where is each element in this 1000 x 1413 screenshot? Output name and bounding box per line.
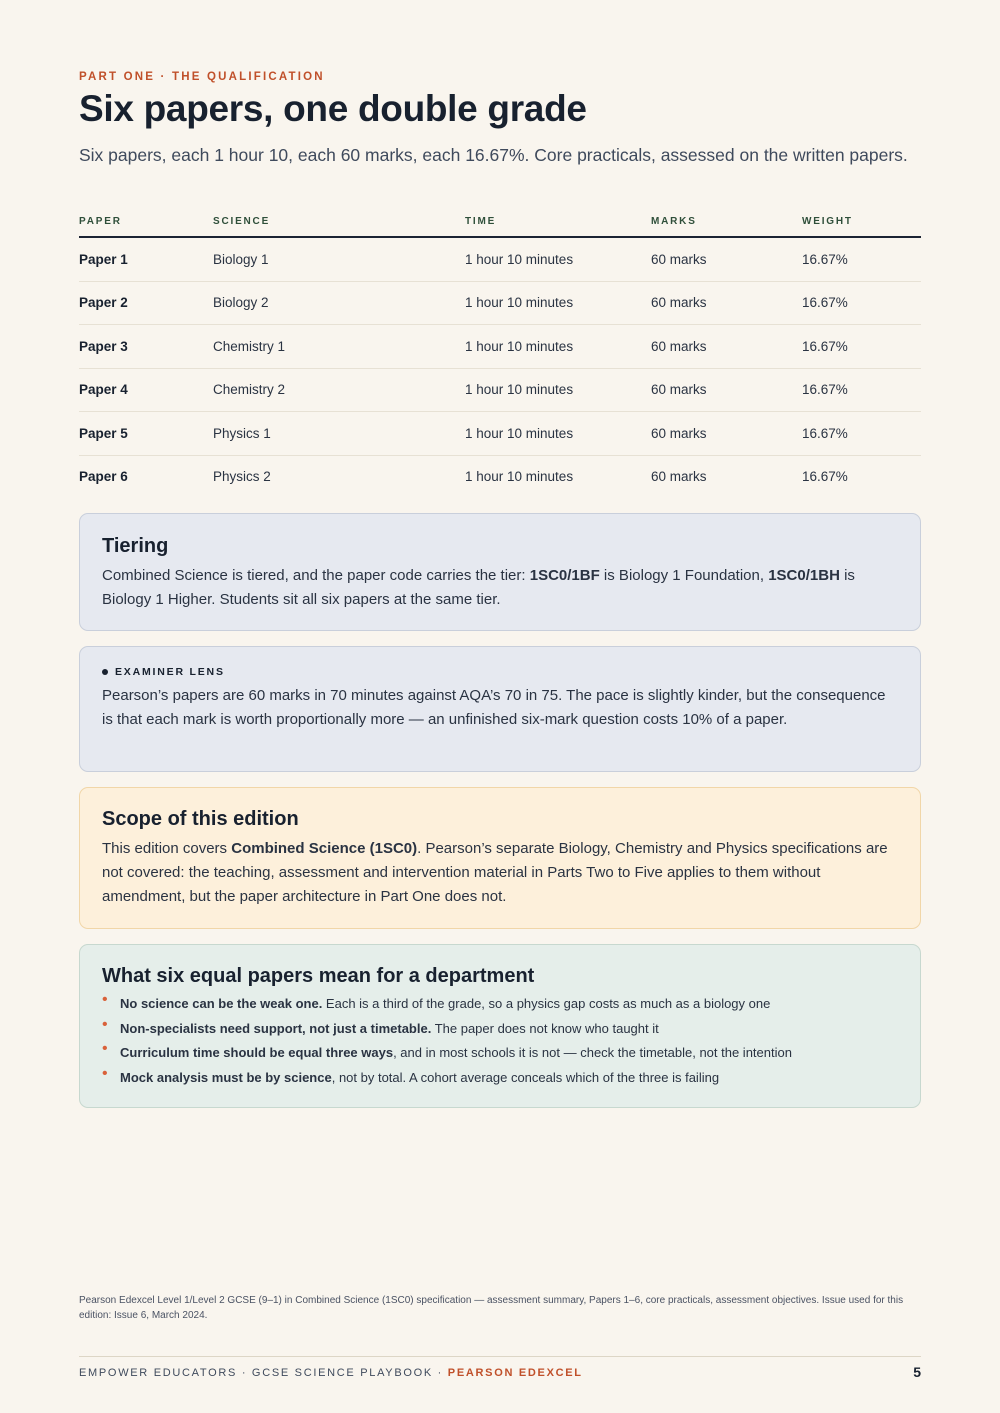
cell-science: Chemistry 1 [213,325,465,369]
cell-marks: 60 marks [651,237,802,281]
list-item-bold: Mock analysis must be by science [120,1069,332,1085]
scope-callout [79,787,921,929]
table-row [79,412,921,456]
table-row [79,325,921,369]
examiner-lens-text: Pearson’s papers are 60 marks in 70 minutes against AQA’s 70 in 75. The pace is slightly kinder, but the consequence is that each mark is worth proportionally more — an unfinished six-mark question costs 10% of a paper. [102,687,886,728]
scope-text-part: This edition covers [102,840,232,857]
bullet-icon: • [102,1040,108,1057]
column-header-science: SCIENCE [213,206,465,237]
department-heading: What six equal papers mean for a department [102,965,535,987]
footer-divider [79,1356,921,1357]
cell-science: Physics 2 [213,469,271,485]
cell-time: 1 hour 10 minutes [465,469,574,485]
list-item [102,1017,898,1042]
cell-time: 1 hour 10 minutes [465,281,651,325]
cell-weight: 16.67% [802,368,921,412]
cell-paper: Paper 4 [79,368,213,412]
department-list [102,992,898,1090]
cell-science: Chemistry 2 [213,368,465,412]
table-row [79,237,921,281]
footer-publication: EMPOWER EDUCATORS · GCSE SCIENCE PLAYBOOK · [79,1367,448,1379]
tiering-callout [79,513,921,631]
tiering-heading: Tiering [102,535,169,557]
cell-time: 1 hour 10 minutes [465,412,651,456]
cell-marks: 60 marks [651,281,802,325]
tiering-text-part: is Biology 1 Foundation, [599,567,769,584]
cell-marks: 60 marks [651,412,802,456]
list-item-bold: Non-specialists need support, not just a timetable. [120,1020,432,1036]
bullet-icon: • [102,991,108,1008]
cell-science: Biology 2 [213,281,465,325]
list-item [102,992,898,1017]
table-header-row [79,206,921,237]
list-item-bold: No science can be the weak one. [120,996,323,1011]
page-title: Six papers, one double grade [79,88,587,129]
department-callout [79,944,921,1108]
table-row [79,281,921,325]
list-item-bold: Curriculum time should be equal three ways [120,1045,394,1060]
cell-marks: 60 marks [651,368,802,412]
cell-weight: 16.67% [802,325,921,369]
cell-paper: Paper 2 [79,281,213,325]
cell-science: Physics 1 [213,412,465,456]
column-header-weight: WEIGHT [802,206,921,237]
list-item-text: The paper does not know who taught it [431,1020,659,1036]
examiner-lens-callout [79,646,921,772]
list-item-text: Each is a third of the grade, so a physics gap costs as much as a biology one [322,996,771,1011]
cell-marks: 60 marks [651,469,707,485]
column-header-marks: MARKS [651,206,802,237]
examiner-lens-label [102,666,898,678]
list-item [102,1066,898,1091]
scope-heading: Scope of this edition [102,808,299,830]
cell-paper: Paper 5 [79,412,213,456]
column-header-time: TIME [465,206,651,237]
cell-time: 1 hour 10 minutes [465,325,651,369]
scope-text [102,837,898,909]
cell-weight: 16.67% [802,412,921,456]
cell-marks: 60 marks [651,325,802,369]
tiering-text [102,564,898,612]
cell-weight: 16.67% [802,469,848,485]
table-row [79,368,921,412]
cell-paper: Paper 6 [79,469,128,485]
cell-weight: 16.67% [802,281,921,325]
tiering-text-part: is Biology 1 Higher. Students sit all six papers at the same tier. [102,567,855,608]
list-item-text: , and in most schools it is not — check the timetable, not the intention [393,1045,792,1060]
footer-board: PEARSON EDEXCEL [447,1367,583,1379]
examiner-lens-label-text: EXAMINER LENS [115,666,225,678]
bullet-icon: • [102,1015,108,1033]
scope-text-part: . Pearson’s separate Biology, Chemistry and Physics specifications are not covered: the teaching, assessment and intervention material in Parts Two to Five applies to them without amendment, but the paper architecture in Part One does not. [102,840,888,905]
tier-code-foundation: 1SC0/1BF [529,567,600,584]
papers-table [79,206,921,498]
table-row [79,455,921,498]
column-header-paper: PAPER [79,206,213,237]
page-number: 5 [913,1364,921,1380]
tiering-text-part: Combined Science is tiered, and the paper code carries the tier: [102,567,530,584]
cell-science: Biology 1 [213,237,465,281]
source-note: Pearson Edexcel Level 1/Level 2 GCSE (9–1) in Combined Science (1SC0) specification — assessment summary, Papers 1–6, core practicals, assessment objectives. Issue used for this edition: Issue 6, March 2024. [79,1295,904,1321]
cell-paper: Paper 1 [79,237,213,281]
list-item [102,1041,898,1066]
page-lede: Six papers, each 1 hour 10, each 60 marks, each 16.67%. Core practicals, assessed on the written papers. [79,145,908,165]
section-eyebrow: PART ONE · THE QUALIFICATION [79,71,325,83]
scope-text-bold: Combined Science (1SC0) [231,840,418,857]
page-footer [79,1367,583,1379]
list-item-text: , not by total. A cohort average conceals which of the three is failing [331,1069,720,1085]
bullet-icon: • [102,1064,108,1082]
cell-time: 1 hour 10 minutes [465,237,651,281]
bullet-dot-icon [102,669,108,675]
cell-time: 1 hour 10 minutes [465,368,651,412]
cell-weight: 16.67% [802,237,921,281]
tier-code-higher: 1SC0/1BH [768,567,840,584]
cell-paper: Paper 3 [79,325,213,369]
